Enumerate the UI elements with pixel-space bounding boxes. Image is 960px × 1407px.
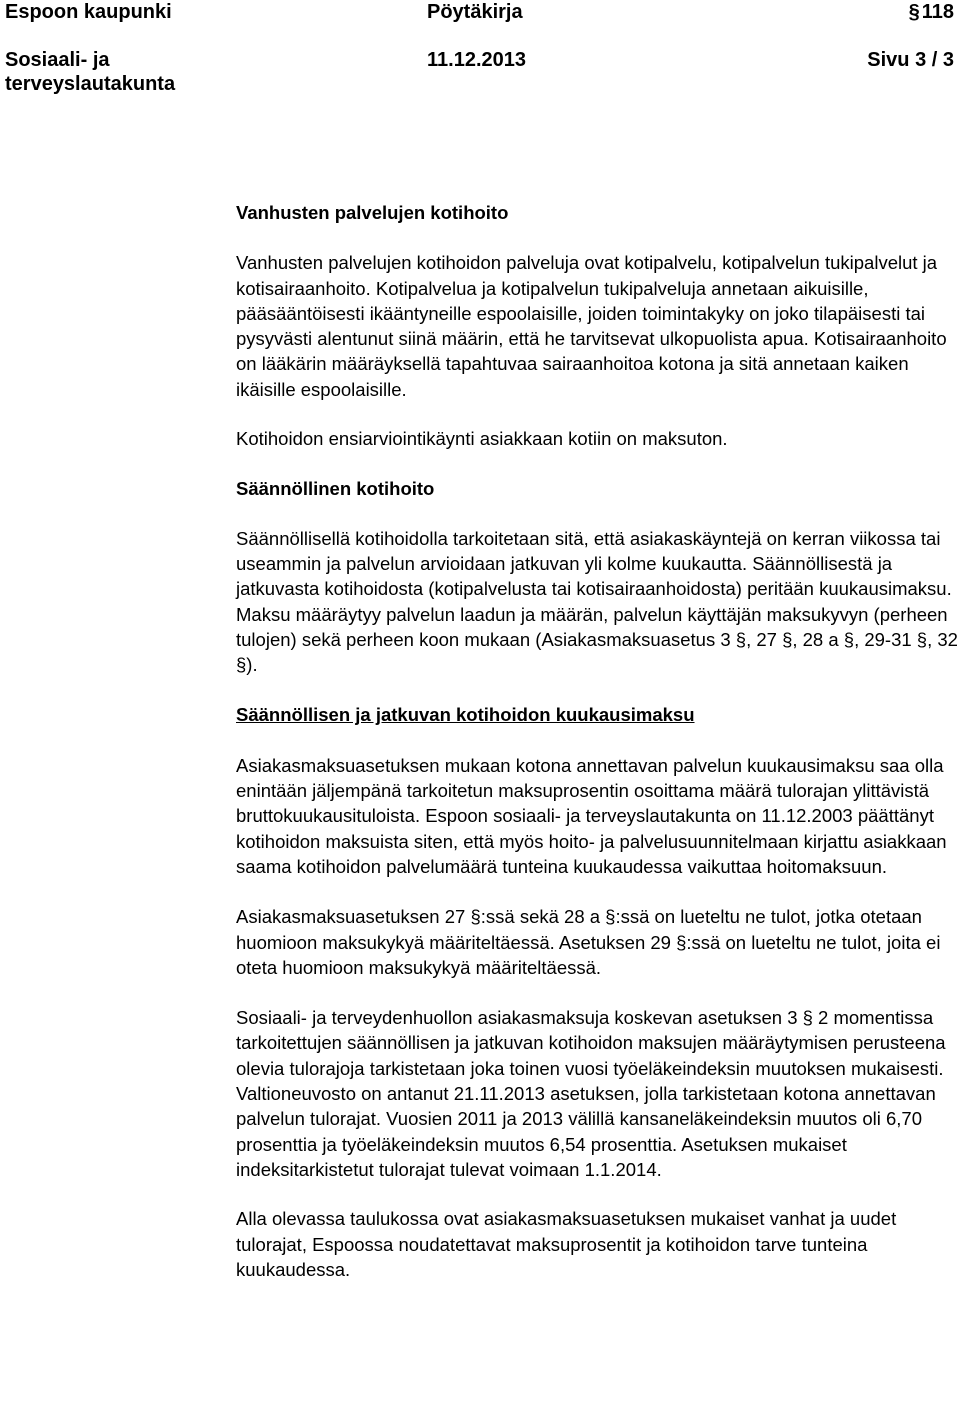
heading-monthly-fee: Säännöllisen ja jatkuvan kotihoidon kuukausimaksu (236, 704, 695, 726)
heading-regular-home-care: Säännöllinen kotihoito (236, 478, 435, 500)
heading-elderly-home-care: Vanhusten palvelujen kotihoito (236, 202, 509, 223)
document-body (236, 200, 960, 1282)
section-number (909, 0, 954, 24)
paragraph-home-care-services: Vanhusten palvelujen kotihoidon palveluja ovat kotipalvelu, kotipalvelun tukipalvelut ja kotisairaanhoito. Kotipalvelua ja kotipalvelun tukipalveluja annetaan aikuisille, pääsääntöisesti ikääntyneille espoolaisille, joiden toimintakyky on joko tilapäisesti tai pysyvästi alentunut siinä määrin, että he tarvitsevat ulkopuolista apua. Kotisairaanhoito on lääkärin määräyksellä tapahtuvaa sairaanhoitoa kotona ja sitä annetaan kaiken ikäisille espoolaisille. (236, 252, 947, 400)
paragraph-table-intro: Alla olevassa taulukossa ovat asiakasmaksuasetuksen mukaiset vanhat ja uudet tulorajat, Espoossa noudatettavat maksuprosentit ja kotihoidon tarve tunteina kuukaudessa. (236, 1208, 897, 1280)
paragraph-income-limits: Sosiaali- ja terveydenhuollon asiakasmaksuja koskevan asetuksen 3 § 2 momentissa tarkoitettujen säännöllisen ja jatkuvan kotihoidon maksujen määräytymisen perusteena olevia tulorajoja tarkistetaan joka toinen vuosi työeläkeindeksin muutoksen mukaisesti. Valtioneuvosto on antanut 21.11.2013 asetuksen, jolla tarkistetaan kotona annettavan palvelun tulorajat. Vuosien 2011 ja 2013 välillä kansaneläkeindeksin muutos oli 6,70 prosenttia ja työeläkeindeksin muutos 6,54 prosenttia. Asetuksen mukaiset indeksitarkistetut tulorajat tulevat voimaan 1.1.2014. (236, 1007, 946, 1180)
paragraph-free-first-visit: Kotihoidon ensiarviointikäynti asiakkaan kotiin on maksuton. (236, 428, 728, 450)
committee-name: Sosiaali- ja terveyslautakunta (5, 49, 176, 95)
meeting-date: 11.12.2013 (427, 49, 526, 71)
section-mark: § (908, 1, 920, 23)
paragraph-monthly-fee-rules: Asiakasmaksuasetuksen mukaan kotona annettavan palvelun kuukausimaksu saa olla enintään jäljempänä tarkoitetun maksuprosentin osoittama määrä tulorajan ylittävistä bruttokuukausituloista. Espoon sosiaali- ja terveyslautakunta on 11.12.2003 päättänyt kotihoidon maksuista siten, että myös hoito- ja palvelusuunnitelmaan kirjattu asiakkaan saama kotihoidon palvelumäärä tunteina kuukaudessa vaikuttaa hoitomaksuun. (236, 754, 947, 877)
section-number-value: 118 (921, 1, 954, 23)
page-indicator: Sivu 3 / 3 (867, 49, 954, 71)
organization-name: Espoon kaupunki (5, 1, 172, 23)
document-type: Pöytäkirja (427, 1, 523, 23)
paragraph-regular-home-care: Säännöllisellä kotihoidolla tarkoitetaan sitä, että asiakaskäyntejä on kerran viikossa tai useammin ja palvelun arvioidaan jatkuvan yli kolme kuukautta. Säännöllisestä ja jatkuvasta kotihoidosta (kotipalvelusta tai kotisairaanhoidosta) peritään kuukausimaksu. Maksu määräytyy palvelun laadun ja määrän, palvelun käyttäjän maksukyvyn (perheen tulojen) sekä perheen koon mukaan (Asiakasmaksuasetus 3 §, 27 §, 28 a §, 29-31 §, 32 §). (236, 527, 958, 676)
paragraph-income-sections: Asiakasmaksuasetuksen 27 §:ssä sekä 28 a §:ssä on lueteltu ne tulot, jotka otetaan huomioon maksukykyä määriteltäessä. Asetuksen 29 §:ssä on lueteltu ne tulot, joita ei oteta huomioon maksukykyä määriteltäessä. (236, 906, 941, 978)
